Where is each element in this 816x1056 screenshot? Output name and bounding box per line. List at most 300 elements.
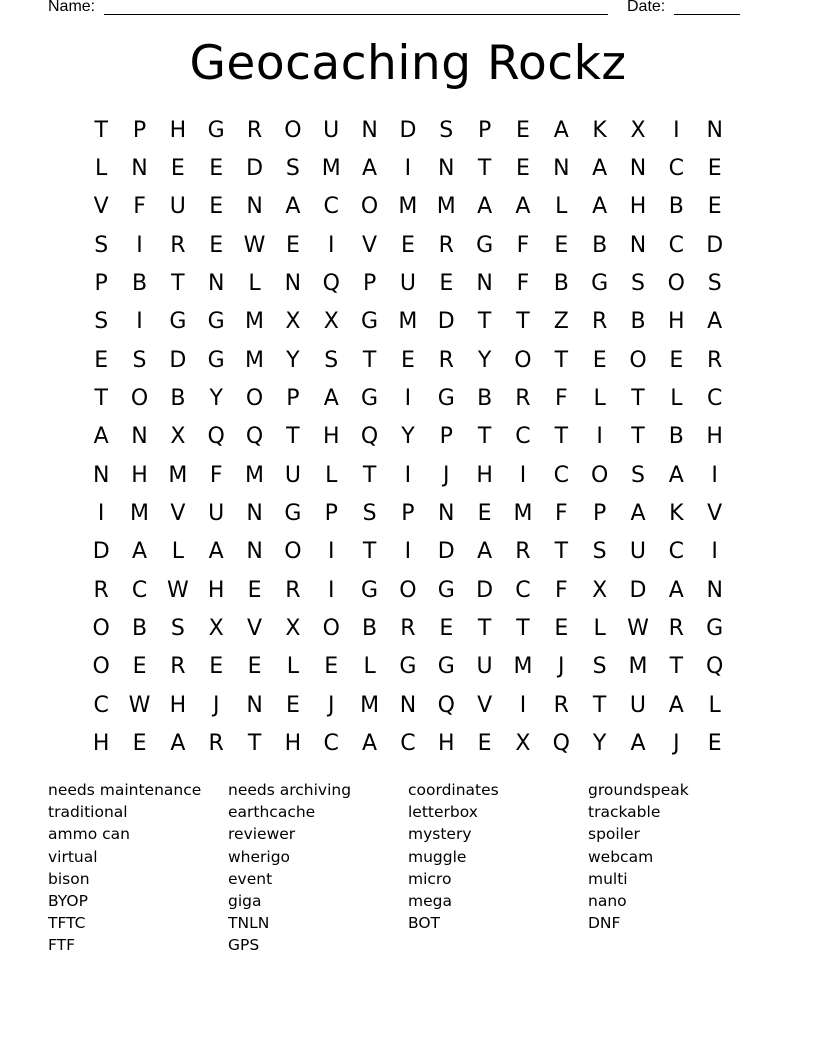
grid-letter: B [131,271,148,297]
grid-letter: L [286,654,300,680]
grid-letter: T [477,616,492,642]
grid-letter: R [285,577,301,603]
grid-letter: F [554,386,568,412]
grid-letter: S [439,117,454,143]
grid-letter: T [94,117,108,143]
word-list-item: needs maintenance [48,781,202,799]
grid-letter: E [400,232,415,258]
word-list-item: multi [588,869,628,888]
grid-letter: I [136,309,143,335]
grid-letter: A [285,194,301,220]
grid-letter: X [630,117,646,143]
grid-letter: N [131,424,148,450]
grid-letter: K [669,501,684,527]
grid-letter: N [399,692,417,718]
grid-letter: C [131,577,148,603]
word-list-item: ammo can [48,825,130,844]
grid-letter: P [439,424,453,450]
grid-letter: T [554,539,569,565]
grid-letter: U [169,194,186,220]
grid-letter: E [285,232,300,258]
grid-letter: X [208,616,224,642]
grid-letter: T [362,462,377,488]
grid-letter: M [513,501,533,527]
grid-letter: A [592,194,608,220]
date-blank-line[interactable] [674,14,740,15]
grid-letter: L [171,539,184,565]
grid-letter: J [673,731,680,757]
grid-letter: A [707,309,723,335]
grid-letter: N [706,577,723,603]
grid-letter: M [513,654,533,680]
grid-letter: I [327,577,335,603]
grid-letter: C [515,577,531,603]
grid-letter: E [170,156,185,182]
grid-letter: N [207,271,225,297]
grid-letter: G [361,386,379,412]
grid-letter: C [323,194,339,220]
grid-letter: P [593,501,607,527]
word-list-item: FTF [48,936,76,955]
grid-letter: F [133,194,146,220]
grid-letter: T [286,424,300,450]
grid-letter: O [590,462,609,488]
grid-letter: E [516,117,530,143]
grid-letter: A [668,692,684,718]
grid-letter: R [668,616,684,642]
grid-letter: C [400,731,416,757]
grid-letter: U [629,539,647,565]
grid-letter: Y [286,347,300,373]
grid-letter: F [209,462,223,488]
grid-letter: D [399,117,417,143]
grid-letter: H [92,731,110,757]
grid-letter: R [246,117,263,143]
grid-letter: W [243,232,266,258]
word-list-item [408,934,588,956]
grid-letter: S [592,654,607,680]
grid-letter: C [93,692,109,718]
date-label: Date: [627,0,666,15]
grid-letter: A [553,117,569,143]
grid-letter: Q [322,271,340,297]
grid-letter: T [554,347,569,373]
grid-letter: S [631,271,645,297]
grid-letter: H [169,117,187,143]
grid-letter: T [516,616,530,642]
grid-letter: R [438,232,454,258]
grid-letter: C [668,539,685,565]
grid-letter: G [399,654,417,680]
page-title: Geocaching Rockz [189,36,627,91]
grid-letter: P [324,501,338,527]
name-blank-line[interactable] [104,14,608,15]
grid-letter: E [285,692,300,718]
grid-letter: A [630,501,646,527]
word-list-item: BYOP [48,891,88,910]
grid-letter: A [592,156,608,182]
name-label: Name: [48,0,96,15]
grid-letter: Q [706,654,724,680]
grid-letter: I [404,156,412,182]
word-list-item: groundspeak [588,781,689,799]
word-list-item: trackable [588,803,661,822]
grid-letter: Q [245,424,264,450]
grid-letter: E [439,616,454,642]
grid-letter: I [519,462,527,488]
grid-letter: E [592,347,607,373]
grid-letter: V [362,232,378,258]
grid-letter: I [97,501,105,527]
grid-letter: B [630,309,646,335]
grid-letter: T [631,386,645,412]
grid-letter: A [131,539,148,565]
word-list-item: TNLN [228,914,270,933]
grid-letter: P [286,386,300,412]
grid-letter: E [209,232,224,258]
grid-letter: E [477,501,492,527]
grid-letter: G [207,309,225,335]
grid-letter: D [437,539,455,565]
grid-letter: V [707,501,723,527]
grid-letter: M [321,156,341,182]
grid-letter: N [706,117,723,143]
grid-letter: Y [477,347,492,373]
grid-letter: O [130,386,149,412]
grid-letter: A [208,539,224,565]
grid-letter: L [555,194,568,220]
grid-letter: E [400,347,415,373]
grid-letter: A [668,577,684,603]
grid-letter: H [476,462,493,488]
grid-letter: V [93,194,109,220]
grid-letter: D [437,309,455,335]
grid-letter: I [327,232,335,258]
grid-letter: R [93,577,109,603]
grid-letter: R [515,539,531,565]
grid-letter: O [360,194,379,220]
grid-letter: S [707,271,722,297]
grid-letter: A [362,156,378,182]
grid-letter: I [327,539,335,565]
grid-letter: S [94,232,109,258]
grid-letter: T [554,424,569,450]
grid-letter: H [322,424,340,450]
grid-letter: G [361,309,379,335]
grid-letter: G [437,577,455,603]
grid-letter: D [92,539,110,565]
word-list-item: mystery [408,825,472,844]
grid-letter: C [515,424,531,450]
word-list-item: GPS [228,936,260,955]
grid-letter: H [629,194,647,220]
grid-letter: O [629,347,647,373]
grid-letter: T [669,654,684,680]
word-list-item: muggle [408,847,467,866]
grid-letter: E [132,731,147,757]
grid-letter: M [245,309,265,335]
grid-letter: J [327,692,335,718]
grid-letter: E [554,232,569,258]
grid-letter: Q [207,424,225,450]
grid-letter: O [92,616,110,642]
word-search-grid [82,111,734,763]
grid-letter: T [477,424,492,450]
grid-letter: O [322,616,340,642]
grid-letter: E [707,156,722,182]
grid-letter: R [438,347,454,373]
grid-letter: X [285,309,301,335]
grid-letter: K [592,117,607,143]
word-list-item: virtual [48,847,98,866]
word-list-item [588,934,768,956]
grid-letter: N [438,156,455,182]
grid-letter: I [404,539,412,565]
grid-letter: H [706,424,723,450]
grid-letter: H [284,731,302,757]
grid-letter: P [362,271,377,297]
grid-letter: E [707,731,722,757]
grid-letter: B [362,616,378,642]
grid-letter: M [398,194,418,220]
grid-letter: T [516,309,530,335]
grid-letter: L [325,462,338,488]
grid-letter: N [246,194,263,220]
grid-letter: L [593,616,606,642]
grid-letter: O [245,386,264,412]
grid-letter: S [362,501,377,527]
word-list-item: DNF [588,914,621,933]
grid-letter: E [132,654,147,680]
grid-letter: W [627,616,649,642]
grid-letter: Y [209,386,223,412]
word-list-item: micro [408,869,452,888]
grid-letter: P [132,117,147,143]
grid-letter: T [362,347,377,373]
grid-letter: Z [553,309,569,335]
grid-letter: I [404,462,412,488]
grid-letter: D [246,156,264,182]
grid-letter: U [399,271,416,297]
grid-letter: E [554,616,569,642]
word-list-item: earthcache [228,803,316,822]
grid-letter: H [207,577,225,603]
grid-letter: X [285,616,301,642]
header-line [0,0,816,20]
grid-letter: L [363,654,376,680]
grid-letter: R [170,232,186,258]
grid-letter: E [209,654,224,680]
grid-letter: H [169,692,187,718]
grid-letter: E [324,654,339,680]
grid-letter: S [132,347,147,373]
grid-letter: T [94,386,108,412]
grid-letter: P [401,501,415,527]
word-list-item: BOT [408,914,441,933]
grid-letter: N [629,156,647,182]
word-list-item: needs archiving [228,781,352,799]
grid-letter: E [94,347,109,373]
word-list-item: giga [228,891,262,910]
grid-letter: O [399,577,417,603]
grid-letter: R [515,386,531,412]
grid-letter: S [631,462,645,488]
grid-letter: E [477,731,492,757]
grid-letter: L [708,692,721,718]
grid-letter: C [706,386,723,412]
grid-letter: E [439,271,454,297]
grid-letter: W [166,577,189,603]
grid-letter: M [398,309,418,335]
grid-letter: S [285,156,300,182]
grid-letter: M [245,347,265,373]
grid-letter: F [554,577,568,603]
grid-letter: G [361,577,379,603]
grid-letter: U [629,692,647,718]
grid-letter: U [208,501,225,527]
grid-letter: J [558,654,565,680]
grid-letter: H [131,462,148,488]
grid-letter: A [477,539,493,565]
grid-letter: A [323,386,339,412]
word-list-item: event [228,869,273,888]
word-list-item: wherigo [228,847,291,866]
grid-letter: C [323,731,339,757]
grid-letter: M [360,692,380,718]
grid-letter: V [247,616,263,642]
grid-letter: A [362,731,378,757]
grid-letter: L [248,271,261,297]
grid-letter: R [400,616,416,642]
grid-letter: F [554,501,568,527]
grid-letter: R [170,654,186,680]
grid-letter: E [516,156,530,182]
grid-letter: X [592,577,608,603]
grid-letter: D [706,232,724,258]
word-list-item: reviewer [228,825,296,844]
grid-letter: T [592,692,607,718]
grid-letter: G [591,271,609,297]
grid-letter: D [629,577,647,603]
grid-letter: F [516,271,530,297]
grid-letter: B [170,386,186,412]
word-list-item: coordinates [408,781,499,799]
grid-letter: S [94,309,109,335]
grid-letter: A [170,731,186,757]
grid-letter: N [284,271,302,297]
grid-letter: T [477,156,492,182]
grid-letter: M [628,654,648,680]
word-list-item: traditional [48,803,128,822]
grid-letter: A [477,194,493,220]
grid-letter: T [247,731,262,757]
grid-letter: I [711,539,718,565]
word-list-item: nano [588,891,627,910]
word-list-item: webcam [588,847,654,866]
grid-letter: N [476,271,493,297]
grid-letter: M [436,194,456,220]
grid-letter: A [93,424,109,450]
word-list-item: bison [48,869,90,888]
grid-letter: M [245,462,265,488]
grid-letter: N [246,539,263,565]
grid-letter: Q [437,692,455,718]
grid-letter: P [477,117,492,143]
grid-letter: B [668,424,684,450]
grid-letter: G [437,386,455,412]
grid-letter: N [131,156,148,182]
grid-letter: G [706,616,724,642]
grid-letter: C [668,232,685,258]
grid-letter: N [246,692,263,718]
grid-letter: O [514,347,532,373]
grid-letter: C [553,462,569,488]
grid-letter: I [711,462,718,488]
grid-letter: I [596,424,603,450]
grid-letter: E [247,654,262,680]
grid-letter: D [476,577,494,603]
grid-letter: T [477,309,492,335]
grid-letter: P [94,271,108,297]
grid-letter: D [169,347,187,373]
grid-letter: B [592,232,608,258]
grid-letter: N [246,501,263,527]
grid-letter: B [668,194,684,220]
grid-letter: N [92,462,110,488]
grid-letter: V [477,692,493,718]
grid-letter: W [128,692,151,718]
grid-letter: E [669,347,684,373]
grid-letter: U [284,462,301,488]
grid-letter: A [668,462,684,488]
grid-letter: H [668,309,685,335]
grid-letter: J [212,692,220,718]
grid-letter: Y [592,731,607,757]
grid-letter: A [515,194,531,220]
grid-letter: G [284,501,302,527]
grid-letter: I [136,232,143,258]
grid-letter: J [443,462,450,488]
grid-letter: I [673,117,680,143]
word-list [48,779,788,957]
grid-letter: N [361,117,378,143]
grid-letter: G [207,347,225,373]
grid-letter: U [476,654,493,680]
grid-letter: B [553,271,569,297]
grid-letter: E [707,194,722,220]
word-list-item: mega [408,891,452,910]
grid-letter: X [515,731,531,757]
grid-letter: R [591,309,608,335]
grid-letter: R [553,692,569,718]
word-list-item: letterbox [408,803,478,822]
grid-letter: O [92,654,110,680]
grid-letter: I [519,692,527,718]
grid-letter: A [630,731,646,757]
grid-letter: G [476,232,494,258]
grid-letter: G [437,654,455,680]
grid-letter: Q [360,424,379,450]
grid-letter: B [131,616,148,642]
grid-letter: E [247,577,262,603]
grid-letter: Y [401,424,415,450]
grid-letter: L [670,386,683,412]
grid-letter: T [362,539,377,565]
grid-letter: M [168,462,188,488]
grid-letter: C [668,156,685,182]
grid-letter: S [170,616,185,642]
grid-letter: X [323,309,339,335]
